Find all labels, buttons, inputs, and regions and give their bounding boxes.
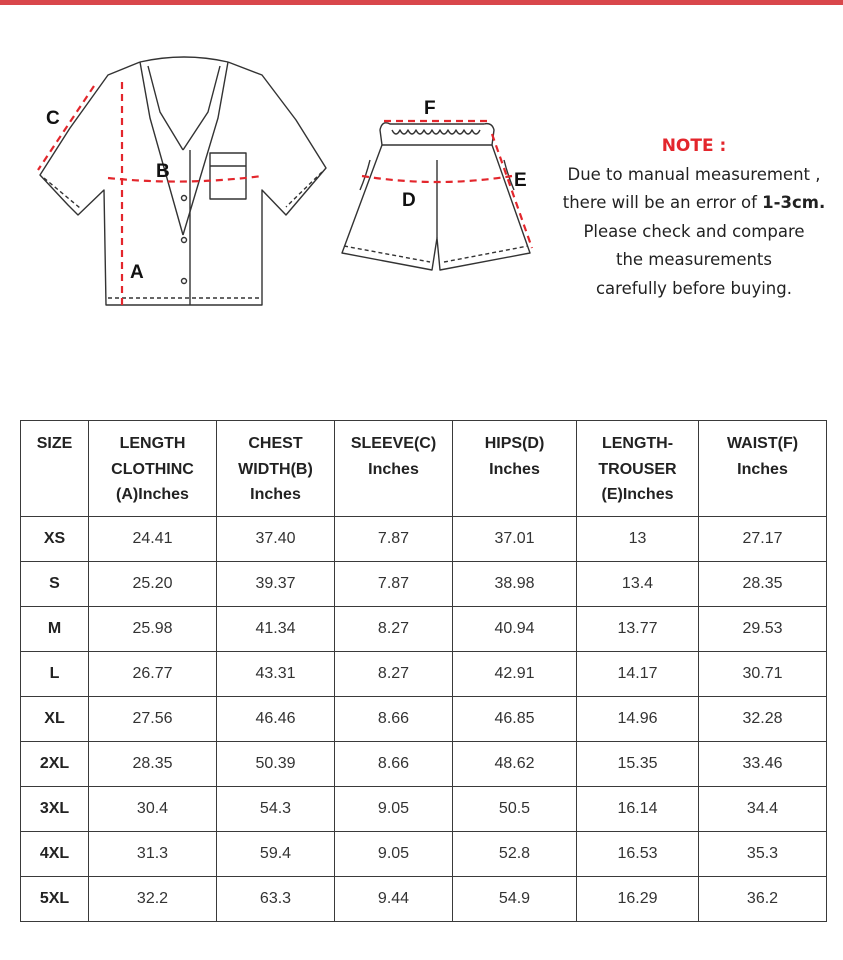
measurement-cell: 13 (577, 517, 699, 562)
measurement-cell: 41.34 (217, 607, 335, 652)
column-header (21, 421, 89, 517)
column-header-line: (E)Inches (601, 486, 674, 503)
note-line-2 (548, 189, 840, 218)
measurement-cell: 36.2 (699, 877, 827, 922)
measurement-cell: 8.27 (335, 652, 453, 697)
measurement-cell: 26.77 (89, 652, 217, 697)
size-cell: M (21, 607, 89, 652)
measurement-cell: 30.4 (89, 787, 217, 832)
table-row (21, 652, 827, 697)
column-header (335, 421, 453, 517)
measurement-cell: 13.77 (577, 607, 699, 652)
measurement-cell: 30.71 (699, 652, 827, 697)
measurement-cell: 28.35 (699, 562, 827, 607)
column-header-line: HIPS(D) (484, 435, 545, 452)
table-row (21, 607, 827, 652)
measurement-cell: 59.4 (217, 832, 335, 877)
column-header-line: Inches (489, 460, 540, 478)
measurement-cell: 29.53 (699, 607, 827, 652)
column-header-line: Inches (250, 486, 301, 503)
table-row (21, 562, 827, 607)
label-e: E (514, 170, 527, 191)
measurement-cell: 40.94 (453, 607, 577, 652)
column-header (699, 421, 827, 517)
column-header-line: WIDTH(B) (238, 460, 313, 478)
measurement-cell: 33.46 (699, 742, 827, 787)
measurement-cell: 8.27 (335, 607, 453, 652)
measurement-cell: 25.98 (89, 607, 217, 652)
measurement-cell: 54.3 (217, 787, 335, 832)
measurement-cell: 50.5 (453, 787, 577, 832)
measurement-cell: 15.35 (577, 742, 699, 787)
column-header-line: LENGTH- (601, 435, 674, 452)
label-b: B (156, 161, 170, 182)
measurement-note (548, 132, 840, 303)
label-a: A (130, 262, 144, 283)
size-cell: 5XL (21, 877, 89, 922)
measurement-cell: 9.05 (335, 787, 453, 832)
measurement-cell: 8.66 (335, 742, 453, 787)
measurement-cell: 43.31 (217, 652, 335, 697)
measurement-cell: 27.56 (89, 697, 217, 742)
note-line-4: the measurements (615, 250, 773, 269)
measurement-cell: 42.91 (453, 652, 577, 697)
note-line-5: carefully before buying. (595, 278, 792, 298)
note-line-1: Due to manual measurement , (567, 164, 821, 184)
measurement-cell: 27.17 (699, 517, 827, 562)
measurement-cell: 14.96 (577, 697, 699, 742)
measurement-cell: 9.05 (335, 832, 453, 877)
measurement-cell: 13.4 (577, 562, 699, 607)
table-row (21, 517, 827, 562)
table-row (21, 697, 827, 742)
top-accent-bar (0, 0, 843, 5)
note-line-3: Please check and compare (583, 221, 805, 241)
measurement-cell: 54.9 (453, 877, 577, 922)
measurement-cell: 25.20 (89, 562, 217, 607)
measurement-cell: 32.28 (699, 697, 827, 742)
measurement-cell: 16.53 (577, 832, 699, 877)
table-header-row (21, 421, 827, 517)
measurement-cell: 63.3 (217, 877, 335, 922)
column-header (217, 421, 335, 517)
measurement-cell: 34.4 (699, 787, 827, 832)
measurement-cell: 8.66 (335, 697, 453, 742)
column-header-line: WAIST(F) (726, 435, 799, 452)
note-error-range: 1-3cm. (762, 193, 826, 212)
measurement-cell: 16.14 (577, 787, 699, 832)
measurement-cell: 50.39 (217, 742, 335, 787)
label-c: C (46, 108, 60, 129)
measurement-cell: 48.62 (453, 742, 577, 787)
measurement-cell: 46.46 (217, 697, 335, 742)
measurement-cell: 7.87 (335, 517, 453, 562)
column-header-line: CHEST (248, 435, 303, 452)
table-row (21, 832, 827, 877)
measurement-cell: 14.17 (577, 652, 699, 697)
table-row (21, 742, 827, 787)
label-d: D (402, 190, 416, 211)
size-cell: 2XL (21, 742, 89, 787)
measurement-cell: 52.8 (453, 832, 577, 877)
measurement-cell: 28.35 (89, 742, 217, 787)
size-cell: L (21, 652, 89, 697)
note-title: NOTE : (661, 136, 727, 156)
size-chart-table (20, 420, 827, 922)
column-header-line: Inches (737, 460, 788, 478)
measurement-cell: 37.40 (217, 517, 335, 562)
column-header-line: SIZE (36, 435, 73, 452)
measurement-cell: 35.3 (699, 832, 827, 877)
measurement-cell: 31.3 (89, 832, 217, 877)
measurement-cell: 24.41 (89, 517, 217, 562)
column-header-line: Inches (368, 460, 419, 478)
column-header-line: TROUSER (598, 460, 677, 478)
size-cell: XS (21, 517, 89, 562)
column-header-line: (A)Inches (116, 486, 189, 503)
size-cell: 3XL (21, 787, 89, 832)
shorts-illustration (342, 123, 530, 270)
measurement-cell: 16.29 (577, 877, 699, 922)
column-header-line: CLOTHINC (111, 460, 194, 478)
label-f: F (424, 98, 436, 119)
column-header (453, 421, 577, 517)
size-cell: S (21, 562, 89, 607)
table-row (21, 787, 827, 832)
table-body (21, 517, 827, 922)
measurement-cell: 46.85 (453, 697, 577, 742)
measurement-cell: 39.37 (217, 562, 335, 607)
measurement-cell: 7.87 (335, 562, 453, 607)
column-header-line: LENGTH (119, 435, 186, 452)
column-header (89, 421, 217, 517)
size-cell: 4XL (21, 832, 89, 877)
note-line-2-prefix: there will be an error of (562, 193, 763, 212)
measurement-cell: 38.98 (453, 562, 577, 607)
column-header-line: SLEEVE(C) (350, 435, 437, 452)
measurement-cell: 37.01 (453, 517, 577, 562)
measurement-cell: 32.2 (89, 877, 217, 922)
size-cell: XL (21, 697, 89, 742)
measurement-cell: 9.44 (335, 877, 453, 922)
table-row (21, 877, 827, 922)
column-header (577, 421, 699, 517)
